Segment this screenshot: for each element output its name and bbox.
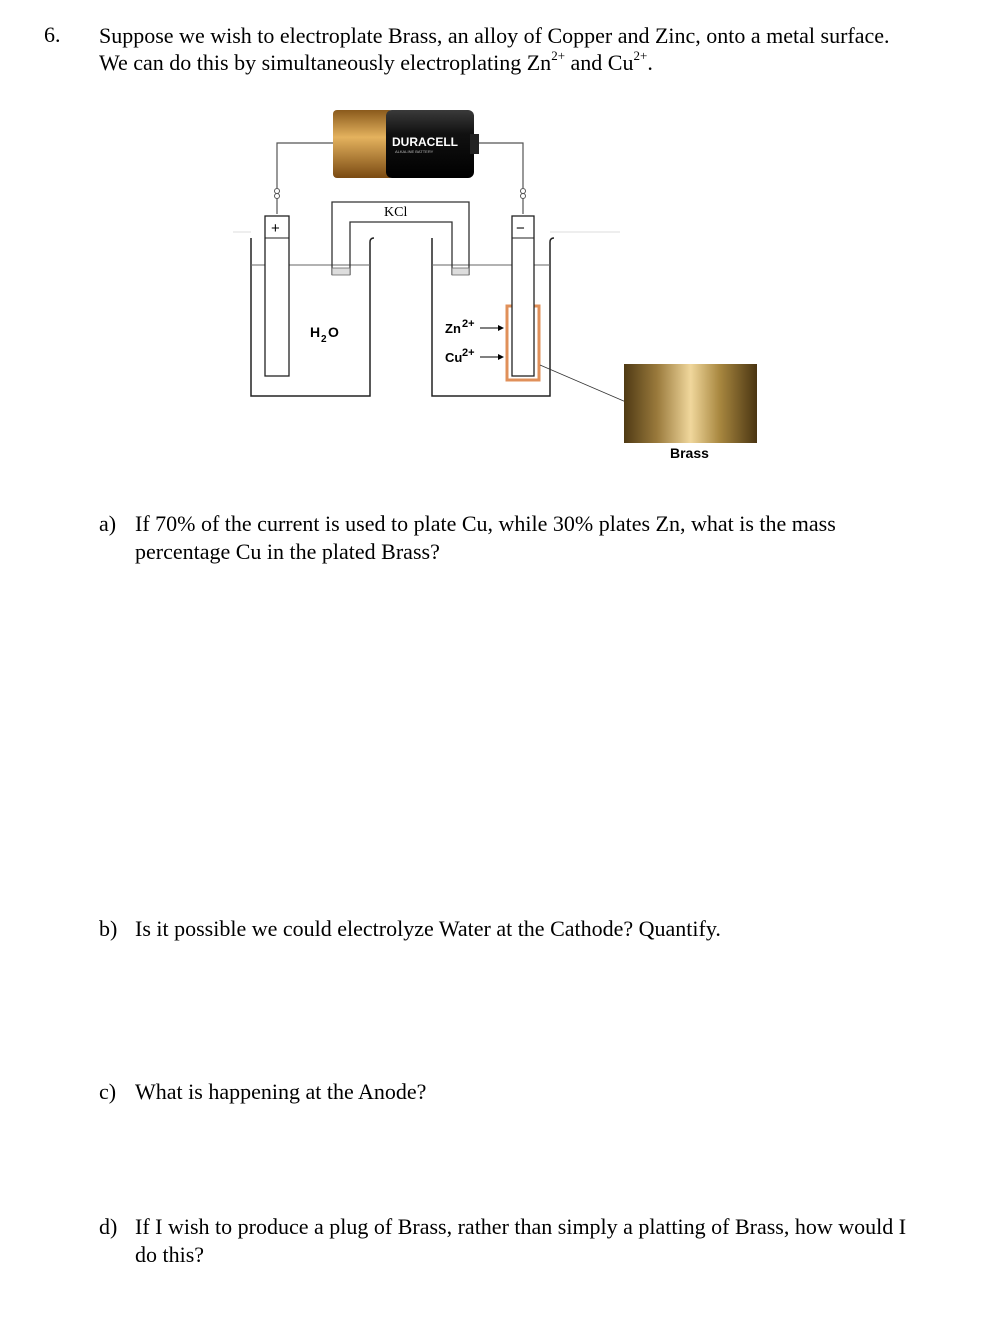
part-c: c) What is happening at the Anode? bbox=[99, 1079, 427, 1104]
left-solution-label bbox=[310, 324, 339, 345]
stem-line-1: Suppose we wish to electroplate Brass, an alloy of Copper and Zinc, onto a metal surface. bbox=[99, 23, 890, 48]
anode-sign: + bbox=[271, 220, 280, 237]
cu-charge: 2+ bbox=[633, 47, 648, 63]
svg-text:2: 2 bbox=[321, 334, 327, 345]
salt-bridge-plug-right bbox=[452, 268, 469, 275]
part-b-label: b) bbox=[99, 916, 118, 941]
salt-bridge-plug-left bbox=[332, 268, 350, 275]
zn-ion: Zn bbox=[445, 321, 461, 336]
part-c-label: c) bbox=[99, 1079, 117, 1104]
svg-text:H: H bbox=[310, 324, 321, 340]
part-d-label: d) bbox=[99, 1214, 118, 1239]
zn-ion-charge: 2+ bbox=[462, 318, 475, 330]
battery-subtitle: ALKALINE BATTERY bbox=[395, 149, 434, 154]
salt-bridge-label: KCl bbox=[384, 205, 408, 220]
salt-bridge-inner bbox=[350, 222, 452, 275]
ion-arrows bbox=[480, 328, 499, 357]
question-number: 6. bbox=[44, 22, 61, 47]
beakers bbox=[251, 238, 554, 396]
cu-ion-charge: 2+ bbox=[462, 347, 475, 359]
electroplating-diagram bbox=[0, 0, 1002, 480]
cathode-sign: − bbox=[516, 220, 525, 237]
part-a: a) If 70% of the current is used to plate Cu, while 30% plates Zn, what is the mass percentage Cu in the plated Brass? bbox=[99, 511, 836, 564]
cu-ion: Cu bbox=[445, 350, 463, 365]
brass-label: Brass bbox=[670, 445, 709, 461]
zn-charge: 2+ bbox=[551, 47, 566, 63]
svg-text:O: O bbox=[328, 324, 339, 340]
anode-electrode bbox=[265, 216, 289, 376]
battery-brand: DURACELL bbox=[392, 135, 458, 149]
wire-left bbox=[277, 143, 333, 188]
leader-line bbox=[540, 365, 626, 402]
part-a-label: a) bbox=[99, 511, 117, 536]
right-beaker bbox=[432, 238, 554, 396]
ion-labels bbox=[445, 318, 475, 365]
battery-terminal bbox=[470, 134, 479, 154]
cathode-electrode bbox=[512, 216, 534, 376]
part-b: b) Is it possible we could electrolyze Water at the Cathode? Quantify. bbox=[99, 916, 721, 941]
wire-right bbox=[479, 143, 523, 188]
wire-connectors bbox=[275, 189, 526, 199]
battery-cap bbox=[333, 110, 393, 178]
stem-line-2: We can do this by simultaneously electroplating $Zn^{2+}$ and $Cu^{2+}$. bbox=[99, 47, 653, 75]
brass-sample bbox=[624, 364, 757, 443]
part-d: d) If I wish to produce a plug of Brass, rather than simply a platting of Brass, how would I do this? bbox=[99, 1214, 907, 1267]
battery bbox=[333, 110, 479, 178]
